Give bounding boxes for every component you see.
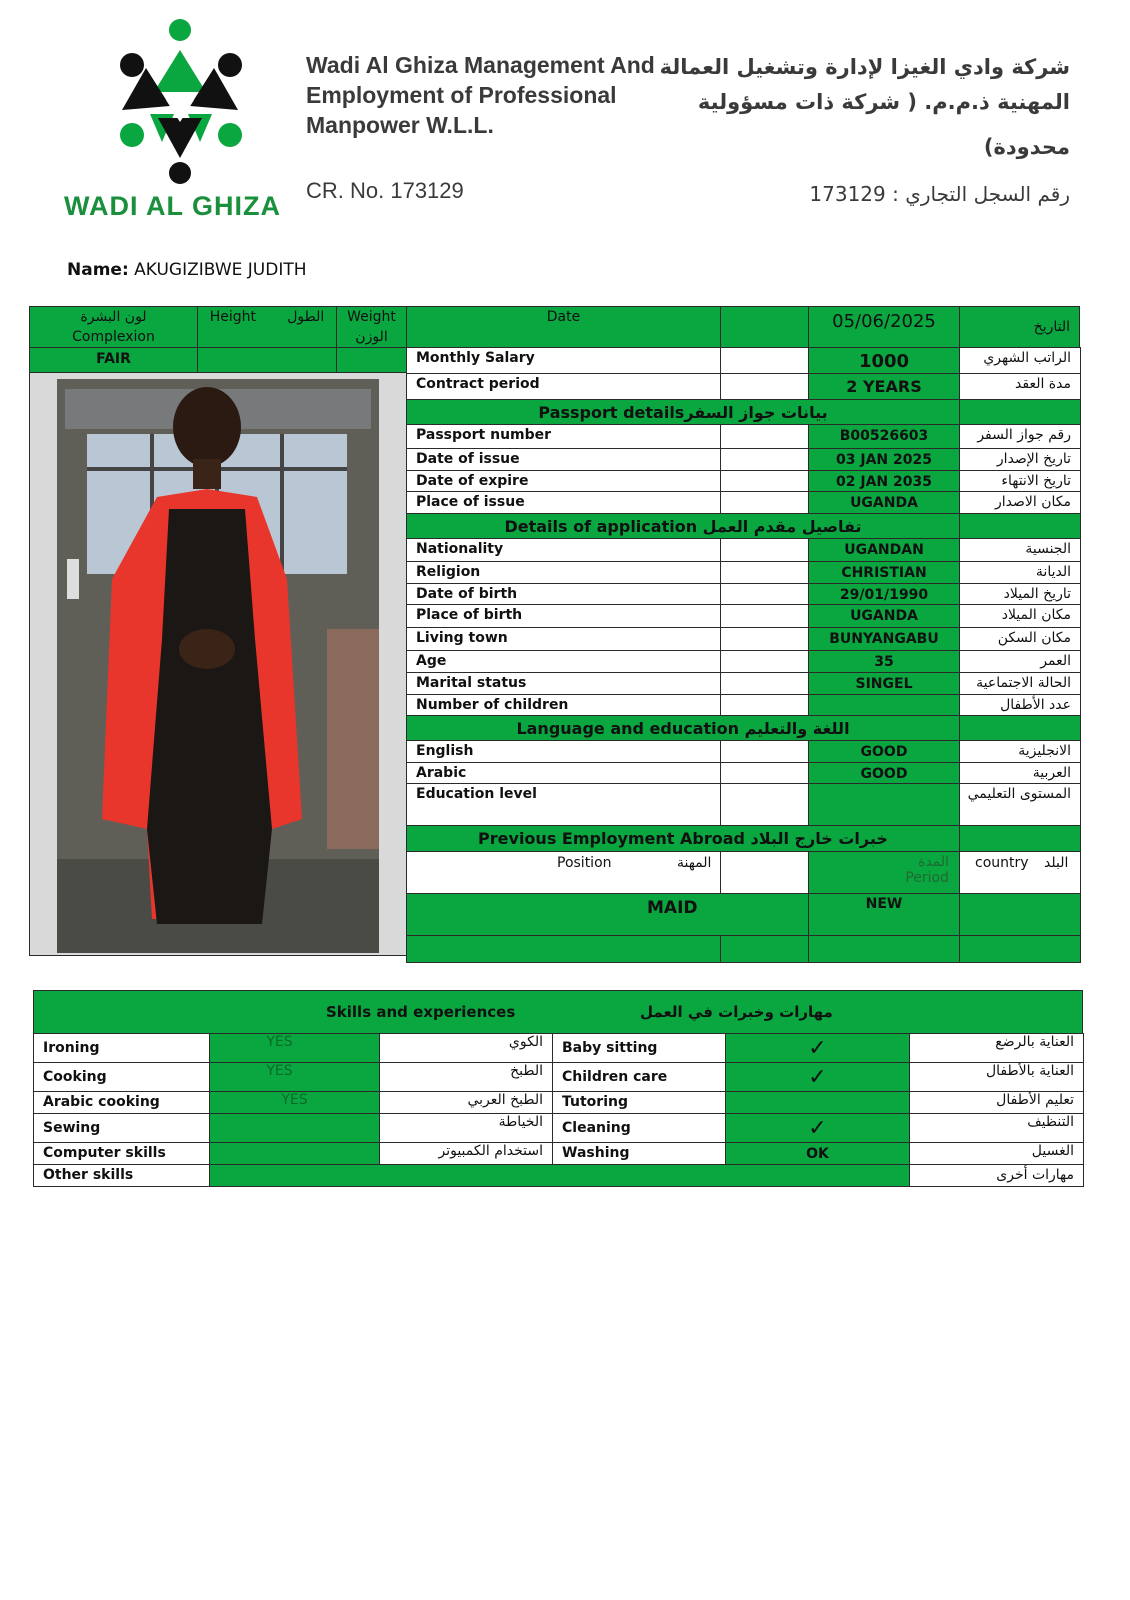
position-value: MAID — [406, 893, 809, 936]
application-section-title-end — [959, 513, 1081, 539]
washing-value: OK — [725, 1142, 910, 1165]
date-header-ar: التاريخ — [959, 306, 1080, 348]
cooking-value: YES — [209, 1062, 380, 1092]
contract-period-blank — [720, 373, 809, 400]
contract-period-value: 2 YEARS — [808, 373, 960, 400]
date-of-birth-label-ar: تاريخ الميلاد — [959, 583, 1081, 605]
passport-number-blank — [720, 424, 809, 449]
computer-skills-label: Computer skills — [33, 1142, 210, 1165]
number-of-children-label: Number of children — [406, 694, 721, 716]
height-header-ar: الطول — [287, 309, 325, 325]
sewing-label-ar: الخياطة — [379, 1113, 553, 1143]
age-value: 35 — [808, 650, 960, 673]
position-header — [406, 851, 721, 894]
skills-table — [33, 990, 1105, 1190]
employment-empty-4 — [959, 935, 1081, 963]
height-header — [197, 306, 337, 348]
svg-text:WADI AL GHIZA: WADI AL GHIZA — [64, 191, 281, 221]
country-header-ar: البلد — [1044, 855, 1069, 871]
monthly-salary-value: 1000 — [808, 347, 960, 374]
nationality-label: Nationality — [406, 538, 721, 562]
weight-header-en: Weight — [347, 309, 396, 325]
employment-blank — [720, 851, 809, 894]
date-of-issue-value: 03 JAN 2025 — [808, 448, 960, 471]
height-header-en: Height — [209, 309, 257, 325]
contract-period-label: Contract period — [406, 373, 721, 400]
applicant-photo — [57, 379, 379, 953]
date-of-expire-blank — [720, 470, 809, 492]
tutoring-label: Tutoring — [552, 1091, 726, 1114]
passport-section-title: Passport detailsبيانات جواز السفر — [406, 399, 960, 425]
sewing-value — [209, 1113, 380, 1143]
date-spacer — [720, 306, 809, 348]
arabic-value: GOOD — [808, 762, 960, 784]
washing-label: Washing — [552, 1142, 726, 1165]
ironing-label-ar: الكوي — [379, 1033, 553, 1063]
company-logo — [62, 10, 302, 225]
place-of-issue-label: Place of issue — [406, 491, 721, 514]
tutoring-value — [725, 1091, 910, 1114]
date-of-issue-blank — [720, 448, 809, 471]
employment-empty-1 — [406, 935, 721, 963]
sewing-label: Sewing — [33, 1113, 210, 1143]
place-of-birth-label: Place of birth — [406, 604, 721, 628]
employment-empty-2 — [720, 935, 809, 963]
education-level-blank — [720, 783, 809, 826]
employment-section-title: Previous Employment Abroad خبرات خارج البلاد — [406, 825, 960, 852]
complexion-header-ar: لون البشرة — [80, 309, 147, 325]
ironing-label: Ironing — [33, 1033, 210, 1063]
skills-title-ar: مهارات وخبرات في العمل — [640, 1003, 833, 1021]
arabic-label: Arabic — [406, 762, 721, 784]
religion-label-ar: الديانة — [959, 561, 1081, 584]
monthly-salary-label-ar: الراتب الشهري — [959, 347, 1081, 374]
place-of-issue-value: UGANDA — [808, 491, 960, 514]
date-of-birth-blank — [720, 583, 809, 605]
computer-skills-label-ar: استخدام الكمبيوتر — [379, 1142, 553, 1165]
applicant-name: AKUGIZIBWE JUDITH — [134, 260, 307, 280]
other-skills-value — [209, 1164, 910, 1187]
monthly-salary-label: Monthly Salary — [406, 347, 721, 374]
place-of-issue-blank — [720, 491, 809, 514]
computer-skills-value — [209, 1142, 380, 1165]
passport-section-title-end — [959, 399, 1081, 425]
cr-number-en: CR. No. 173129 — [306, 178, 464, 203]
position-header-ar: المهنة — [677, 855, 712, 871]
employment-empty-3 — [808, 935, 960, 963]
date-header: Date — [406, 306, 721, 348]
baby-sitting-label: Baby sitting — [552, 1033, 726, 1063]
cleaning-label: Cleaning — [552, 1113, 726, 1143]
number-of-children-blank — [720, 694, 809, 716]
living-town-value: BUNYANGABU — [808, 627, 960, 651]
age-label: Age — [406, 650, 721, 673]
name-label: Name: — [67, 260, 129, 280]
period-header — [808, 851, 960, 894]
marital-status-value: SINGEL — [808, 672, 960, 695]
contract-period-label-ar: مدة العقد — [959, 373, 1081, 400]
height-value — [197, 347, 337, 373]
passport-number-label-ar: رقم جواز السفر — [959, 424, 1081, 449]
photo-frame — [29, 372, 407, 956]
english-blank — [720, 740, 809, 763]
employment-section-title-end — [959, 825, 1081, 852]
complexion-value: FAIR — [29, 347, 198, 373]
religion-blank — [720, 561, 809, 584]
position-header-en: Position — [557, 855, 612, 871]
company-name-ar-line2: المهنية ذ.م.م. ( شركة ذات مسؤولية — [697, 90, 1070, 114]
monthly-salary-blank — [720, 347, 809, 374]
complexion-header-en: Complexion — [72, 329, 155, 345]
period-value: NEW — [808, 893, 960, 936]
marital-status-label: Marital status — [406, 672, 721, 695]
company-name-en-line3: Manpower W.L.L. — [306, 112, 494, 138]
marital-status-blank — [720, 672, 809, 695]
period-header-en: Period — [905, 870, 949, 886]
place-of-birth-label-ar: مكان الميلاد — [959, 604, 1081, 628]
date-of-expire-label: Date of expire — [406, 470, 721, 492]
arabic-blank — [720, 762, 809, 784]
passport-number-label: Passport number — [406, 424, 721, 449]
company-name-ar-line3: محدودة) — [983, 135, 1070, 159]
applicant-name-line — [67, 260, 307, 280]
cr-number-ar: رقم السجل التجاري : 173129 — [809, 182, 1070, 206]
weight-header — [336, 306, 407, 348]
other-skills-label-ar: مهارات أخرى — [909, 1164, 1084, 1187]
religion-value: CHRISTIAN — [808, 561, 960, 584]
date-of-birth-label: Date of birth — [406, 583, 721, 605]
cleaning-value: ✓ — [725, 1113, 910, 1143]
marital-status-label-ar: الحالة الاجتماعية — [959, 672, 1081, 695]
education-level-label: Education level — [406, 783, 721, 826]
children-care-label: Children care — [552, 1062, 726, 1092]
language-section-title-end — [959, 715, 1081, 741]
education-level-value — [808, 783, 960, 826]
arabic-cooking-value: YES — [209, 1091, 380, 1114]
language-section-title: Language and education اللغة والتعليم — [406, 715, 960, 741]
cooking-label: Cooking — [33, 1062, 210, 1092]
passport-number-value: B00526603 — [808, 424, 960, 449]
religion-label: Religion — [406, 561, 721, 584]
complexion-header — [29, 306, 198, 348]
cooking-label-ar: الطبخ — [379, 1062, 553, 1092]
nationality-value: UGANDAN — [808, 538, 960, 562]
washing-label-ar: الغسيل — [909, 1142, 1084, 1165]
place-of-birth-blank — [720, 604, 809, 628]
living-town-label: Living town — [406, 627, 721, 651]
skills-title-en: Skills and experiences — [326, 1003, 516, 1021]
date-of-expire-label-ar: تاريخ الانتهاء — [959, 470, 1081, 492]
age-blank — [720, 650, 809, 673]
cleaning-label-ar: التنظيف — [909, 1113, 1084, 1143]
place-of-issue-label-ar: مكان الاصدار — [959, 491, 1081, 514]
living-town-blank — [720, 627, 809, 651]
number-of-children-value — [808, 694, 960, 716]
nationality-label-ar: الجنسية — [959, 538, 1081, 562]
date-of-birth-value: 29/01/1990 — [808, 583, 960, 605]
company-name-en-line1: Wadi Al Ghiza Management And — [306, 52, 655, 78]
ironing-value: YES — [209, 1033, 380, 1063]
baby-sitting-value: ✓ — [725, 1033, 910, 1063]
country-value — [959, 893, 1081, 936]
date-of-issue-label: Date of issue — [406, 448, 721, 471]
cv-main-table — [29, 306, 1105, 978]
company-name-ar-line1: شركة وادي الغيزا لإدارة وتشغيل العمالة — [659, 55, 1070, 79]
weight-value — [336, 347, 407, 373]
date-value: 05/06/2025 — [808, 306, 960, 348]
skills-title-bar — [33, 990, 1083, 1034]
arabic-cooking-label: Arabic cooking — [33, 1091, 210, 1114]
english-value: GOOD — [808, 740, 960, 763]
date-of-issue-label-ar: تاريخ الإصدار — [959, 448, 1081, 471]
date-of-expire-value: 02 JAN 2035 — [808, 470, 960, 492]
place-of-birth-value: UGANDA — [808, 604, 960, 628]
nationality-blank — [720, 538, 809, 562]
english-label-ar: الانجليزية — [959, 740, 1081, 763]
company-name-en-line2: Employment of Professional — [306, 82, 617, 108]
tutoring-label-ar: تعليم الأطفال — [909, 1091, 1084, 1114]
children-care-value: ✓ — [725, 1062, 910, 1092]
weight-header-ar: الوزن — [355, 329, 388, 345]
application-section-title: Details of application تفاصيل مقدم العمل — [406, 513, 960, 539]
other-skills-label: Other skills — [33, 1164, 210, 1187]
number-of-children-label-ar: عدد الأطفال — [959, 694, 1081, 716]
education-level-label-ar: المستوى التعليمي — [959, 783, 1081, 826]
arabic-label-ar: العربية — [959, 762, 1081, 784]
age-label-ar: العمر — [959, 650, 1081, 673]
arabic-cooking-label-ar: الطبخ العربي — [379, 1091, 553, 1114]
living-town-label-ar: مكان السكن — [959, 627, 1081, 651]
period-header-ar: المدة — [918, 854, 949, 870]
baby-sitting-label-ar: العناية بالرضع — [909, 1033, 1084, 1063]
children-care-label-ar: العناية بالأطفال — [909, 1062, 1084, 1092]
country-header-en: country — [975, 855, 1029, 871]
english-label: English — [406, 740, 721, 763]
country-header — [959, 851, 1081, 894]
